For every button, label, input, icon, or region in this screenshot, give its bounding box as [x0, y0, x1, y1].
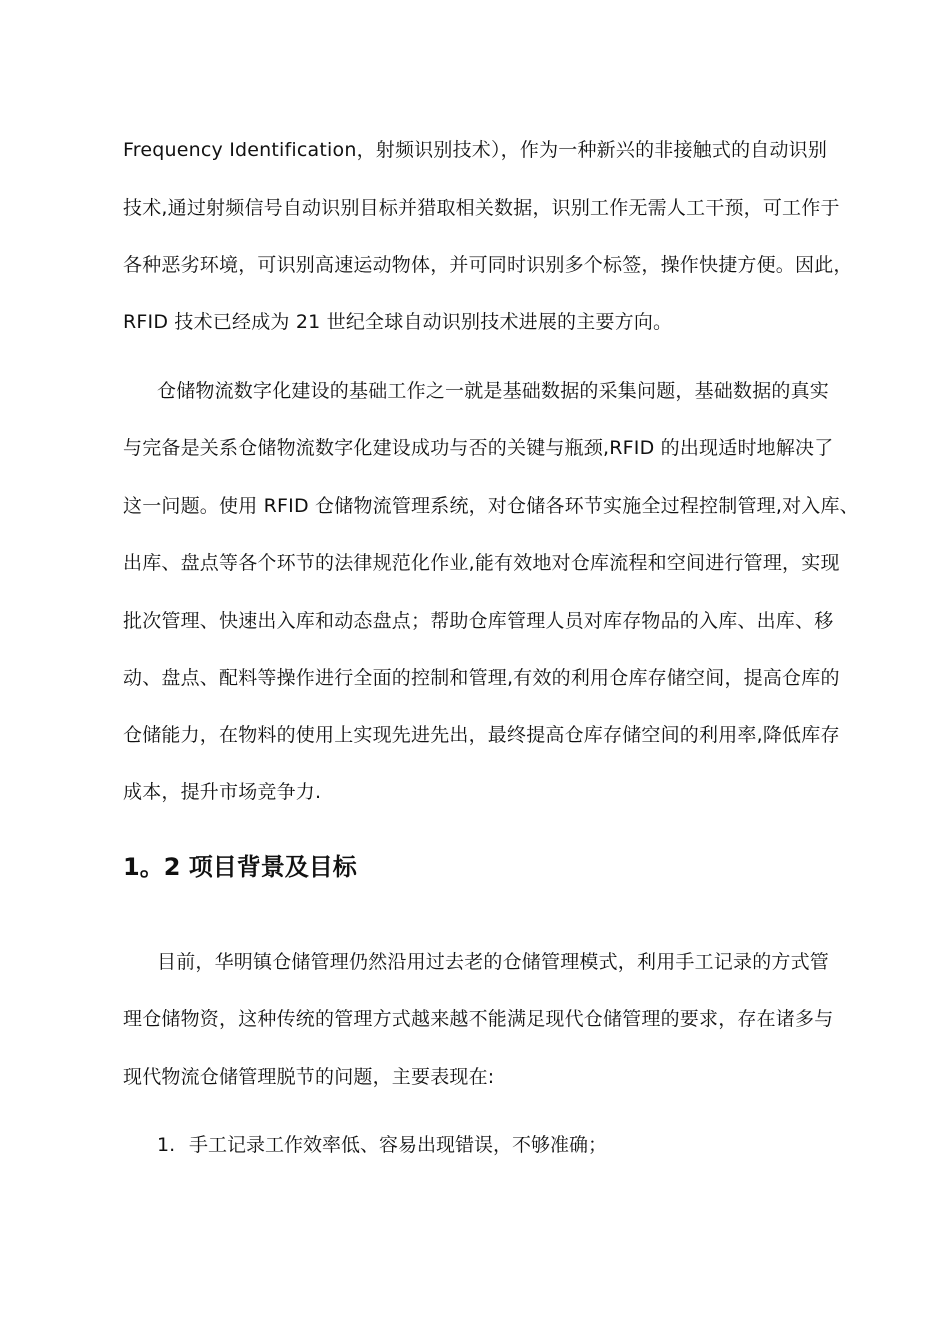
paragraph-3-line-2: 理仓储物资，这种传统的管理方式越来越不能满足现代仓储管理的要求，存在诸多与	[123, 1008, 834, 1030]
paragraph-2-line-6: 动、盘点、配料等操作进行全面的控制和管理,有效的利用仓库存储空间，提高仓库的	[123, 667, 840, 689]
paragraph-3-line-3: 现代物流仓储管理脱节的问题，主要表现在:	[123, 1066, 495, 1088]
paragraph-2-line-7: 仓储能力，在物料的使用上实现先进先出，最终提高仓库存储空间的利用率,降低库存	[123, 724, 840, 746]
paragraph-1-line-4: RFID 技术已经成为 21 世纪全球自动识别技术进展的主要方向。	[123, 311, 673, 333]
list-item	[157, 1133, 607, 1157]
paragraph-1-line-3: 各种恶劣环境，可识别高速运动物体，并可同时识别多个标签，操作快捷方便。因此，	[123, 254, 853, 276]
paragraph-2-line-3: 这一问题。使用 RFID 仓储物流管理系统，对仓储各环节实施全过程控制管理,对入库、	[123, 495, 859, 517]
list-item-text: 手工记录工作效率低、容易出现错误，不够准确；	[189, 1134, 608, 1156]
paragraph-2-line-4: 出库、盘点等各个环节的法律规范化作业,能有效地对仓库流程和空间进行管理，实现	[123, 552, 840, 574]
paragraph-1-line-2: 技术,通过射频信号自动识别目标并猎取相关数据，识别工作无需人工干预，可工作于	[123, 197, 840, 219]
paragraph-2-line-1: 仓储物流数字化建设的基础工作之一就是基础数据的采集问题，基础数据的真实	[157, 380, 830, 402]
section-heading: 1。2 项目背景及目标	[123, 853, 357, 881]
paragraph-2-line-5: 批次管理、快速出入库和动态盘点；帮助仓库管理人员对库存物品的入库、出库、移	[123, 610, 834, 632]
paragraph-2-line-2: 与完备是关系仓储物流数字化建设成功与否的关键与瓶颈,RFID 的出现适时地解决了	[123, 437, 834, 459]
paragraph-3-line-1: 目前，华明镇仓储管理仍然沿用过去老的仓储管理模式，利用手工记录的方式管	[157, 951, 830, 973]
paragraph-1-line-1: Frequency Identification，射频识别技术），作为一种新兴的非接触式的自动识别	[123, 139, 828, 161]
list-item-number: 1.	[157, 1134, 176, 1156]
paragraph-2-line-8: 成本，提升市场竞争力.	[123, 781, 322, 803]
